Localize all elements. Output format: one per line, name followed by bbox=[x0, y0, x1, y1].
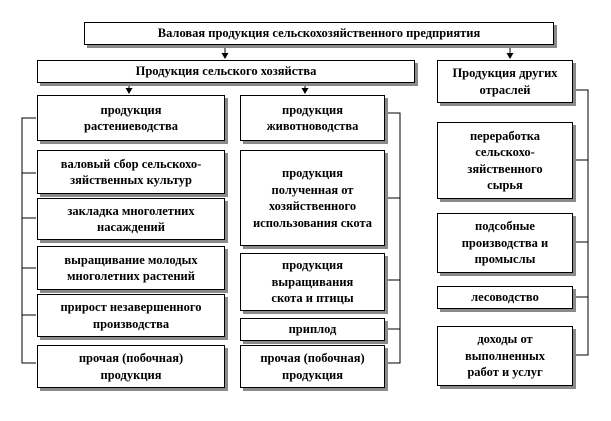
livestock-production-label: продукция животноводства bbox=[266, 102, 359, 133]
livestock-item-4 bbox=[240, 345, 385, 388]
livestock-item-3 bbox=[240, 318, 385, 341]
other-item-label: подсобные производства и промыслы bbox=[461, 219, 549, 267]
other-branches-label: Продукция других отраслей bbox=[452, 66, 558, 97]
crop-item-label: валовый сбор сельскохо-зяйственных культур bbox=[60, 156, 202, 187]
livestock-item-label: продукция полученная от хозяйственного использования скота bbox=[252, 166, 373, 230]
livestock-item-label: приплод bbox=[288, 322, 337, 337]
crop-item-label: прочая (побочная) продукция bbox=[78, 351, 184, 382]
crop-item-5 bbox=[37, 345, 225, 388]
crop-item-3 bbox=[37, 246, 225, 290]
livestock-item-label: продукция выращивания скота и птицы bbox=[271, 258, 354, 306]
other-item-4 bbox=[437, 326, 573, 386]
root-box bbox=[84, 22, 554, 45]
other-item-3 bbox=[437, 286, 573, 309]
crop-item-label: закладка многолетних насаждений bbox=[67, 203, 195, 234]
livestock-item-1 bbox=[240, 150, 385, 246]
other-item-label: лесоводство bbox=[471, 290, 539, 305]
crop-item-1 bbox=[37, 150, 225, 194]
root-label: Валовая продукция сельскохозяйственного предприятия bbox=[157, 26, 481, 41]
other-item-2 bbox=[437, 213, 573, 273]
crop-item-label: прирост незавершенного производства bbox=[60, 300, 202, 331]
livestock-item-label: прочая (побочная) продукция bbox=[260, 351, 365, 382]
livestock-item-2 bbox=[240, 253, 385, 311]
crop-production-label: продукция растениеводства bbox=[84, 102, 178, 133]
crop-item-label: выращивание молодых многолетних растений bbox=[64, 252, 198, 283]
crop-item-2 bbox=[37, 198, 225, 240]
other-branches-box bbox=[437, 60, 573, 103]
other-item-1 bbox=[437, 122, 573, 199]
crop-production-box bbox=[37, 95, 225, 141]
agriculture-box bbox=[37, 60, 415, 83]
livestock-production-box bbox=[240, 95, 385, 141]
other-item-label: переработка сельскохо-зяйственного сырья bbox=[467, 128, 543, 192]
agriculture-label: Продукция сельского хозяйства bbox=[135, 64, 317, 79]
crop-item-4 bbox=[37, 294, 225, 337]
other-item-label: доходы от выполненных работ и услуг bbox=[465, 332, 545, 380]
